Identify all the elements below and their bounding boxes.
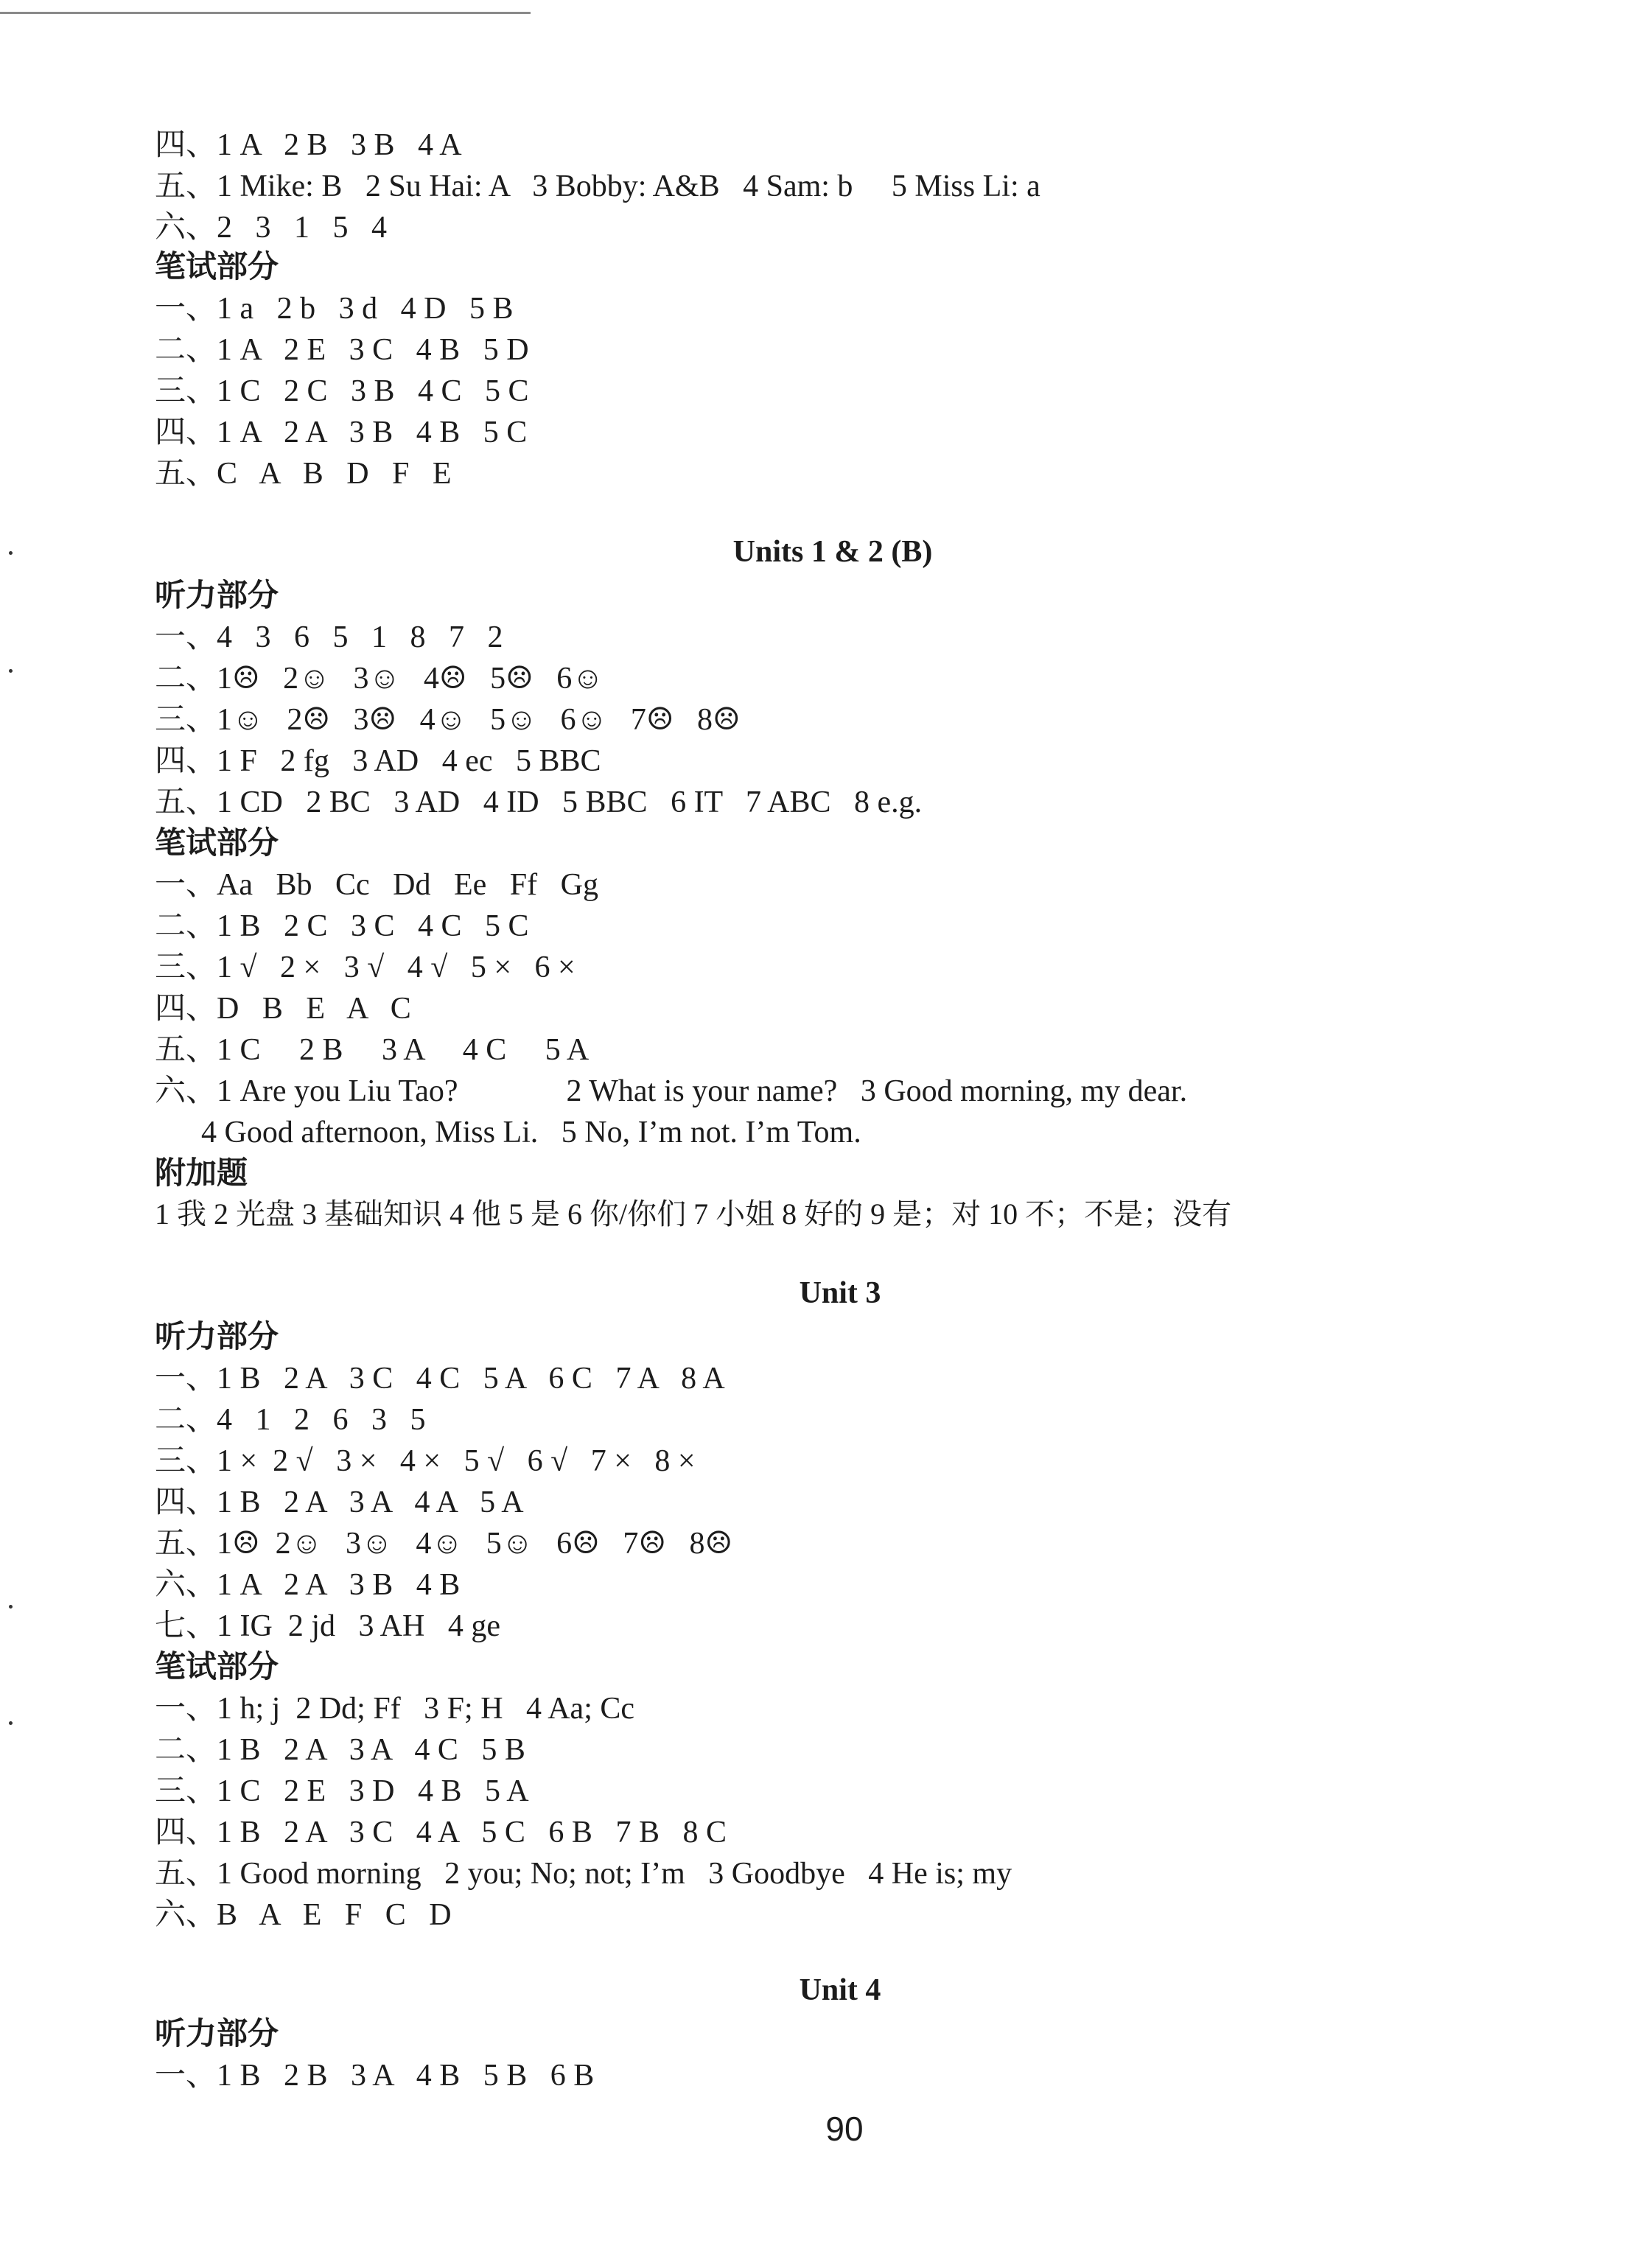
- answer-line: 五、1☹ 2☺ 3☺ 4☺ 5☺ 6☹ 7☹ 8☹: [155, 1527, 733, 1561]
- answer-line: 一、1 h; j 2 Dd; Ff 3 F; H 4 Aa; Cc: [155, 1692, 635, 1726]
- answer-line: 二、4 1 2 6 3 5: [155, 1403, 426, 1437]
- answer-line: 二、1☹ 2☺ 3☺ 4☹ 5☹ 6☺: [155, 662, 604, 696]
- answer-line: 六、2 3 1 5 4: [155, 211, 388, 245]
- answer-line: 四、1 A 2 A 3 B 4 B 5 C: [155, 416, 528, 449]
- answer-line: 五、1 Mike: B 2 Su Hai: A 3 Bobby: A&B 4 Sam: b 5 Miss Li: a: [155, 169, 1040, 203]
- answer-line: 四、1 B 2 A 3 A 4 A 5 A: [155, 1485, 524, 1519]
- answer-line: 一、1 B 2 B 3 A 4 B 5 B 6 B: [155, 2059, 595, 2093]
- answer-line: 一、Aa Bb Cc Dd Ee Ff Gg: [155, 868, 598, 902]
- answer-line: 4 Good afternoon, Miss Li. 5 No, I’m not. I’m Tom.: [155, 1116, 861, 1149]
- answer-line: 七、1 IG 2 jd 3 AH 4 ge: [155, 1609, 500, 1643]
- answer-line: 1 我 2 光盘 3 基础知识 4 他 5 是 6 你/你们 7 小姐 8 好的 9 是；对 10 不；不是；没有: [155, 1197, 1232, 1231]
- scan-speck: [9, 551, 13, 555]
- answer-line: 五、1 C 2 B 3 A 4 C 5 A: [155, 1033, 590, 1067]
- unit-title: Unit 3: [799, 1276, 881, 1310]
- section-heading-listening: 听力部分: [155, 2017, 279, 2051]
- answer-line: 六、1 Are you Liu Tao? 2 What is your name? 3 Good morning, my dear.: [155, 1074, 1188, 1108]
- answer-line: 三、1 C 2 E 3 D 4 B 5 A: [155, 1774, 529, 1808]
- answer-line: 六、1 A 2 A 3 B 4 B: [155, 1568, 461, 1602]
- answer-line: 四、1 A 2 B 3 B 4 A: [155, 128, 462, 162]
- answer-line: 四、D B E A C: [155, 992, 411, 1026]
- answer-line: 三、1 C 2 C 3 B 4 C 5 C: [155, 374, 529, 408]
- section-heading-written: 笔试部分: [155, 827, 279, 861]
- answer-line: 四、1 B 2 A 3 C 4 A 5 C 6 B 7 B 8 C: [155, 1816, 727, 1849]
- section-heading-written: 笔试部分: [155, 1651, 279, 1684]
- answer-line: 三、1 × 2 √ 3 × 4 × 5 √ 6 √ 7 × 8 ×: [155, 1444, 696, 1478]
- answer-line: 三、1☺ 2☹ 3☹ 4☺ 5☺ 6☺ 7☹ 8☹: [155, 703, 741, 737]
- section-heading-written: 笔试部分: [155, 251, 279, 284]
- answer-line: 二、1 A 2 E 3 C 4 B 5 D: [155, 333, 529, 367]
- answer-line: 五、1 Good morning 2 you; No; not; I’m 3 Goodbye 4 He is; my: [155, 1857, 1012, 1891]
- scan-speck: [9, 669, 13, 673]
- answer-line: 四、1 F 2 fg 3 AD 4 ec 5 BBC: [155, 744, 601, 778]
- answer-line: 五、C A B D F E: [155, 457, 452, 491]
- answer-line: 一、1 B 2 A 3 C 4 C 5 A 6 C 7 A 8 A: [155, 1362, 725, 1396]
- answer-line: 二、1 B 2 C 3 C 4 C 5 C: [155, 909, 529, 943]
- unit-title: Units 1 & 2 (B): [732, 535, 933, 569]
- page-number: 90: [825, 2110, 864, 2148]
- section-heading-listening: 听力部分: [155, 579, 279, 613]
- section-heading-listening: 听力部分: [155, 1320, 279, 1354]
- answer-line: 六、B A E F C D: [155, 1898, 452, 1932]
- top-rule: [0, 12, 531, 14]
- answer-line: 二、1 B 2 A 3 A 4 C 5 B: [155, 1733, 525, 1767]
- scan-speck: [9, 1721, 13, 1725]
- answer-line: 五、1 CD 2 BC 3 AD 4 ID 5 BBC 6 IT 7 ABC 8 e.g.: [155, 785, 923, 819]
- answer-line: 三、1 √ 2 × 3 √ 4 √ 5 × 6 ×: [155, 951, 576, 984]
- unit-title: Unit 4: [799, 1973, 881, 2007]
- section-heading-extra: 附加题: [155, 1157, 248, 1191]
- answer-line: 一、1 a 2 b 3 d 4 D 5 B: [155, 292, 514, 326]
- scan-speck: [9, 1605, 13, 1609]
- answer-line: 一、4 3 6 5 1 8 7 2: [155, 620, 503, 654]
